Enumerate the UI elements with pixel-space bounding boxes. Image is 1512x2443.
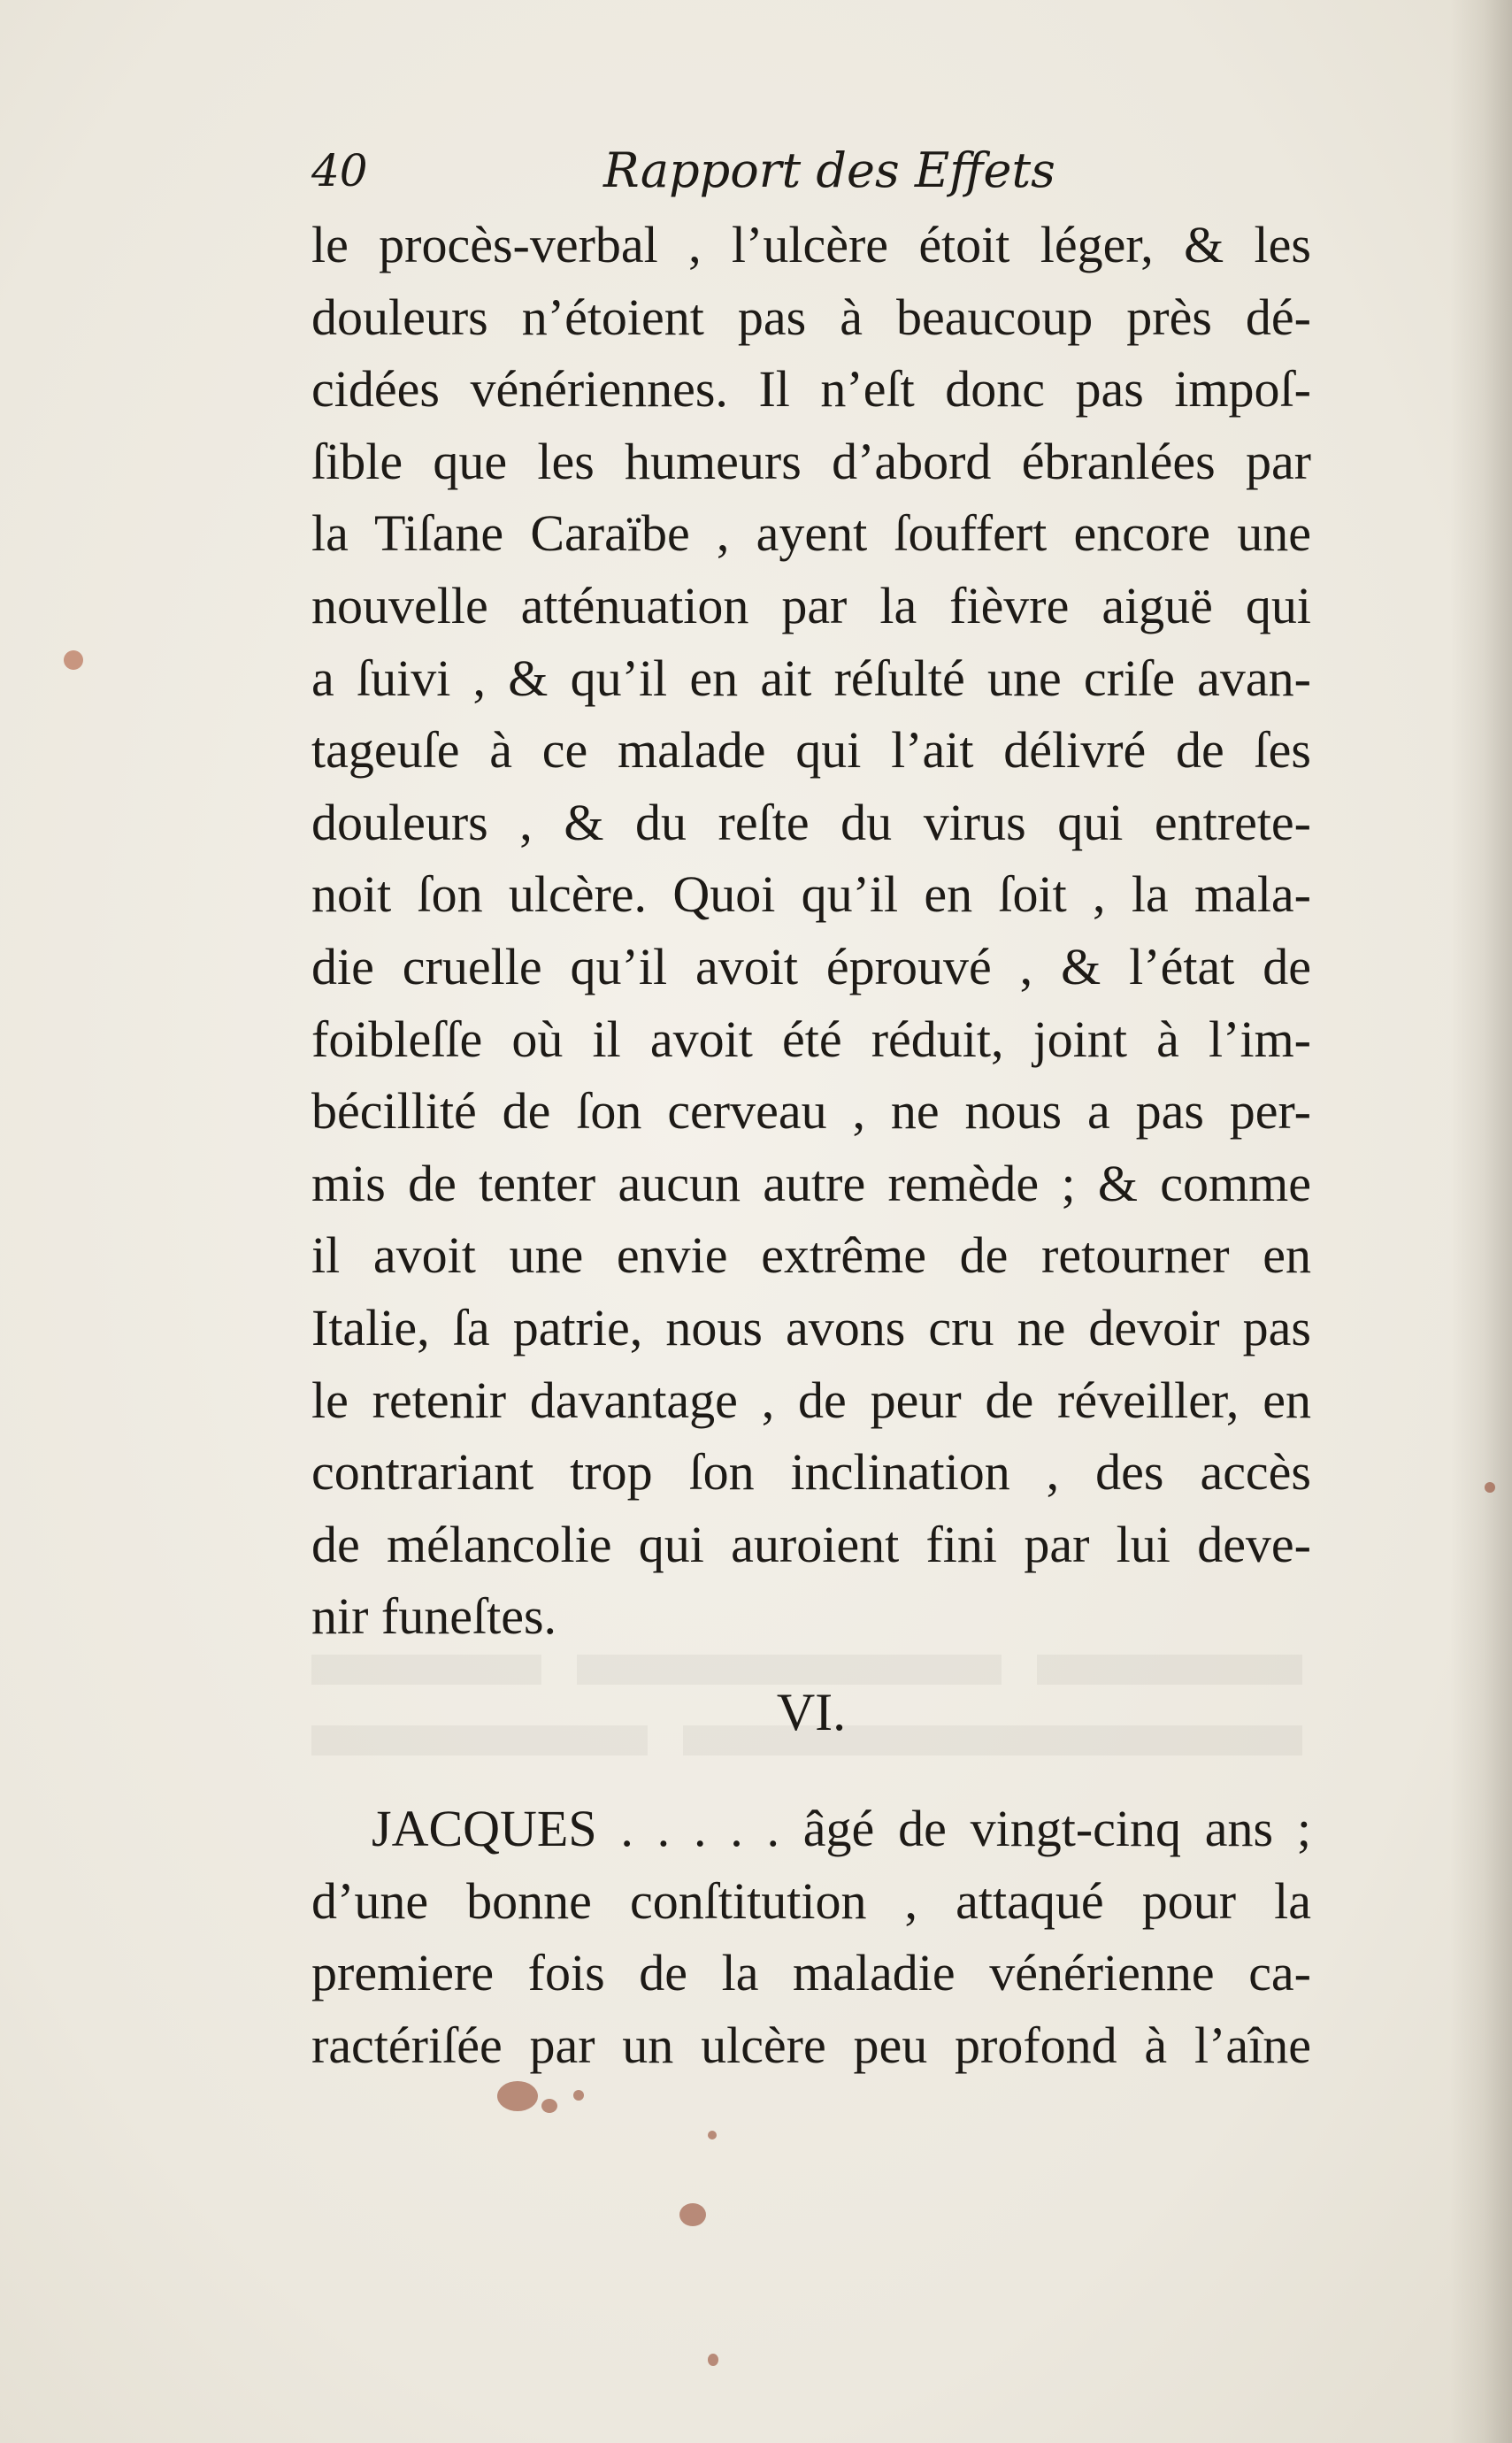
section-heading: VI. (776, 1683, 847, 1741)
text-line: noit ſon ulcère. Quoi qu’il en ſoit , la mala- (311, 865, 1311, 924)
foxing-stain (708, 2131, 717, 2140)
text-line: cidées vénériennes. Il n’eſt donc pas impoſ- (311, 360, 1311, 419)
text-line: le procès-verbal , l’ulcère étoit léger, & les (311, 216, 1311, 273)
text-line: tageuſe à ce malade qui l’ait délivré de ſes (311, 721, 1311, 780)
text-line: nouvelle atténuation par la fièvre aiguë qui (311, 576, 1311, 634)
foxing-stain (708, 2354, 718, 2366)
text-line: bécillité de ſon cerveau , ne nous a pas per- (311, 1082, 1311, 1141)
foxing-stain (497, 2081, 538, 2111)
text-line: premiere fois de la maladie vénérienne ca- (311, 1944, 1311, 2002)
foxing-stain (679, 2203, 706, 2226)
foxing-stain (541, 2099, 557, 2113)
text-line: il avoit une envie extrême de retourner en (311, 1226, 1311, 1285)
text-line: die cruelle qu’il avoit éprouvé , & l’état de (311, 937, 1311, 995)
text-line: douleurs , & du reſte du virus qui entrete- (311, 793, 1311, 851)
text-line: Italie, ſa patrie, nous avons cru ne devoir pas (311, 1298, 1311, 1356)
text-line: le retenir davantage , de peur de réveiller, en (311, 1371, 1311, 1429)
page-fold-shadow (1450, 0, 1512, 2443)
text-line: d’une bonne conſtitution , attaqué pour la (311, 1871, 1311, 1930)
text-line: douleurs n’étoient pas à beaucoup près dé- (311, 288, 1311, 346)
running-title: Rapport des Effets (603, 142, 1055, 198)
text-line: a ſuivi , & qu’il en ait réſulté une criſe avan- (311, 649, 1311, 707)
text-line: contrariant trop ſon inclination , des accès (311, 1443, 1311, 1502)
foxing-stain (1485, 1482, 1495, 1493)
foxing-stain (573, 2090, 584, 2101)
paragraph-1 (311, 209, 1311, 1653)
text-line: foibleſſe où il avoit été réduit, joint à l’im- (311, 1010, 1311, 1068)
text-line: mis de tenter aucun autre remède ; & comme (311, 1154, 1311, 1212)
text-line: de mélancolie qui auroient fini par lui deve- (311, 1515, 1311, 1573)
text-line: JACQUES . . . . . âgé de vingt-cinq ans ; (372, 1800, 1311, 1857)
text-line: ractériſée par un ulcère peu profond à l’aîne (311, 2016, 1311, 2074)
text-line: la Tiſane Caraïbe , ayent ſouffert encore une (311, 504, 1311, 563)
foxing-stain (64, 650, 83, 670)
text-line: ſible que les humeurs d’abord ébranlées par (311, 432, 1311, 490)
text-line: nir funeſtes. (311, 1587, 557, 1646)
page-number: 40 (311, 145, 368, 196)
running-head (311, 140, 1329, 202)
paragraph-2 (311, 1793, 1311, 2081)
